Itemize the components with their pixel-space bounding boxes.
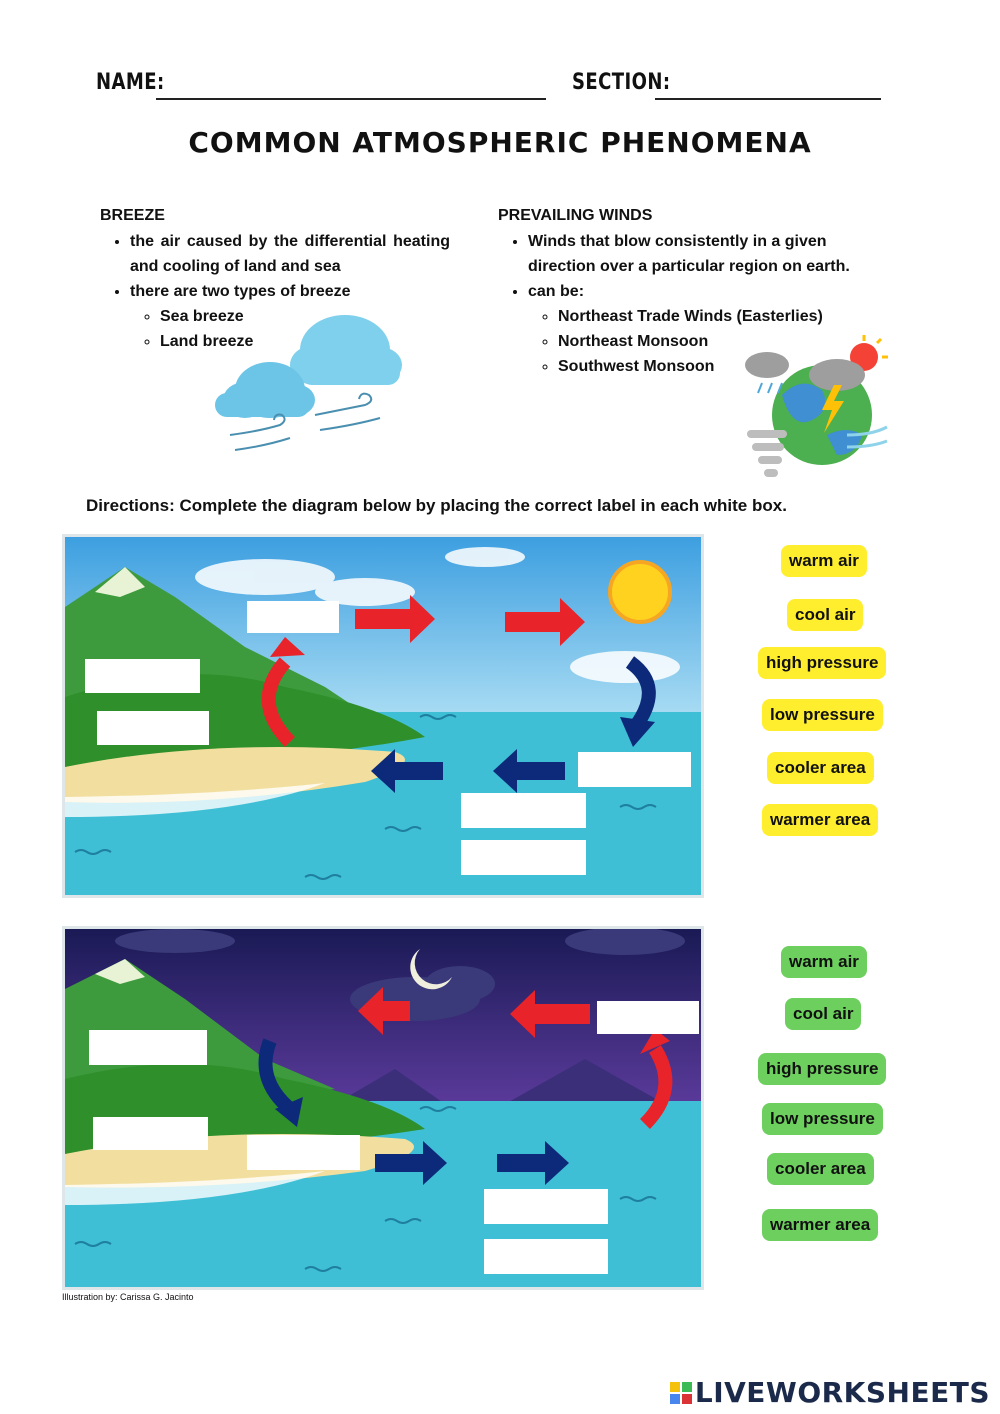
breeze-bullet: • the air caused by the differential heating and cooling of land and sea	[130, 229, 450, 279]
label-chip-warmer-area[interactable]: warmer area	[762, 804, 878, 836]
drop-box[interactable]	[484, 1239, 608, 1274]
breeze-bullet: • there are two types of breeze ◦ Sea breeze ◦ Land breeze	[130, 279, 450, 354]
drop-box[interactable]	[247, 601, 339, 633]
label-chip-cool-air[interactable]: cool air	[787, 599, 863, 631]
drop-box[interactable]	[97, 711, 209, 745]
liveworksheets-logo	[670, 1376, 990, 1409]
drop-box[interactable]	[85, 659, 200, 693]
label-chip-warm-air[interactable]: warm air	[781, 946, 867, 978]
page-title: COMMON ATMOSPHERIC PHENOMENA	[188, 126, 812, 159]
sea-breeze-diagram	[62, 534, 704, 898]
label-chip-cooler-area[interactable]: cooler area	[767, 1153, 874, 1185]
cloud-wind-icon	[205, 305, 405, 465]
breeze-type: ◦ Land breeze	[160, 329, 450, 354]
prevailing-type: ◦ Northeast Trade Winds (Easterlies)	[558, 304, 898, 329]
logo-text: LIVEWORKSHEETS	[694, 1376, 990, 1409]
prevailing-type: ◦ Southwest Monsoon	[558, 354, 898, 379]
drop-box[interactable]	[89, 1030, 207, 1065]
drop-box[interactable]	[247, 1135, 360, 1170]
directions-text: Directions: Complete the diagram below by placing the correct label in each white box.	[86, 496, 787, 515]
drop-box[interactable]	[578, 752, 691, 787]
breeze-type: ◦ Sea breeze	[160, 304, 450, 329]
name-field[interactable]	[156, 98, 546, 100]
prevailing-bullet: • Winds that blow consistently in a given direction over a particular region on earth.	[528, 229, 898, 279]
illustration-credit: Illustration by: Carissa G. Jacinto	[62, 1292, 194, 1302]
label-chip-high-pressure[interactable]: high pressure	[758, 1053, 886, 1085]
prevailing-heading: PREVAILING WINDS	[498, 207, 653, 224]
section-label: SECTION:	[572, 70, 671, 95]
label-chip-low-pressure[interactable]: low pressure	[762, 699, 883, 731]
label-chip-warm-air[interactable]: warm air	[781, 545, 867, 577]
name-label: NAME:	[96, 70, 165, 95]
label-chip-cooler-area[interactable]: cooler area	[767, 752, 874, 784]
land-breeze-diagram	[62, 926, 704, 1290]
label-chip-high-pressure[interactable]: high pressure	[758, 647, 886, 679]
weather-globe-icon	[742, 335, 892, 485]
night-scene-illustration	[65, 929, 701, 1287]
label-chip-cool-air[interactable]: cool air	[785, 998, 861, 1030]
drop-box[interactable]	[597, 1001, 699, 1034]
prevailing-type: ◦ Northeast Monsoon	[558, 329, 898, 354]
drop-box[interactable]	[93, 1117, 208, 1150]
drop-box[interactable]	[461, 793, 586, 828]
breeze-heading: BREEZE	[100, 207, 165, 224]
label-chip-low-pressure[interactable]: low pressure	[762, 1103, 883, 1135]
prevailing-bullet: • can be: ◦ Northeast Trade Winds (Easterlies) ◦ Northeast Monsoon ◦ Southwest Monsoon	[528, 279, 898, 379]
section-field[interactable]	[655, 98, 881, 100]
drop-box[interactable]	[484, 1189, 608, 1224]
label-chip-warmer-area[interactable]: warmer area	[762, 1209, 878, 1241]
drop-box[interactable]	[461, 840, 586, 875]
logo-icon	[670, 1382, 692, 1404]
